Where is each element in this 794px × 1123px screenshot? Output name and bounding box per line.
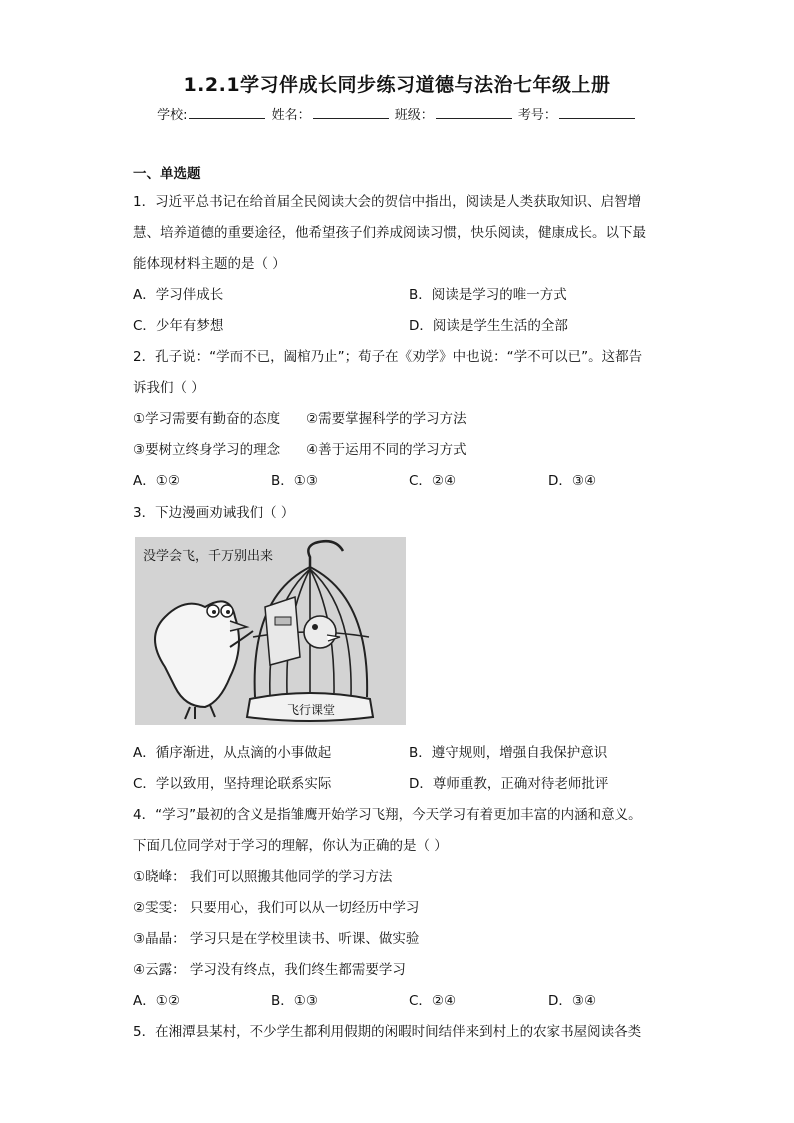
q2-option-d[interactable]: D．③④ (548, 473, 597, 489)
q2-item-1: ①学习需要有勤奋的态度 (133, 411, 281, 427)
page-title: 1.2.1学习伴成长同步练习道德与法治七年级上册 (183, 74, 611, 96)
class-label: 班级： (394, 108, 434, 123)
q1-option-b[interactable]: B．阅读是学习的唯一方式 (409, 287, 567, 303)
school-label: 学校: (157, 108, 188, 123)
name-blank[interactable] (313, 106, 389, 119)
q2-option-c[interactable]: C．②④ (409, 473, 457, 489)
school-blank[interactable] (189, 106, 265, 119)
q4-option-a[interactable]: A．①② (133, 993, 180, 1009)
q2-item-4: ④善于运用不同的学习方式 (306, 442, 467, 458)
cage-sign-text: 飞行课堂 (287, 703, 336, 717)
exam-number-blank[interactable] (559, 106, 635, 119)
q3-option-d[interactable]: D．尊师重教，正确对待老师批评 (409, 776, 609, 792)
q4-item-2: ②雯雯： 只要用心，我们可以从一切经历中学习 (133, 900, 420, 916)
q2-item-2: ②需要掌握科学的学习方法 (306, 411, 467, 427)
q2-option-a[interactable]: A．①② (133, 473, 180, 489)
q1-line-1: 1．习近平总书记在给首届全民阅读大会的贺信中指出，阅读是人类获取知识、启智增 (133, 194, 642, 210)
q1-option-d[interactable]: D．阅读是学生生活的全部 (409, 318, 568, 334)
q3-line-1: 3．下边漫画劝诫我们（ ） (133, 505, 295, 521)
exam-number-label: 考号： (517, 108, 557, 123)
q1-option-a[interactable]: A．学习伴成长 (133, 287, 224, 303)
cartoon-image (135, 537, 406, 725)
q2-item-3: ③要树立终身学习的理念 (133, 442, 281, 458)
q4-option-d[interactable]: D．③④ (548, 993, 597, 1009)
q4-line-2: 下面几位同学对于学习的理解，你认为正确的是（ ） (133, 838, 448, 854)
q2-line-1: 2．孔子说：“学而不已，阖棺乃止”；荀子在《劝学》中也说：“学不可以已”。这都告 (133, 349, 643, 365)
speech-bubble-text: 没学会飞，千万别出来 (143, 549, 274, 564)
q4-option-c[interactable]: C．②④ (409, 993, 457, 1009)
q3-option-c[interactable]: C．学以致用，坚持理论联系实际 (133, 776, 332, 792)
class-blank[interactable] (436, 106, 512, 119)
name-label: 姓名： (271, 108, 311, 123)
section-heading: 一、单选题 (133, 166, 201, 182)
q5-line-1: 5．在湘潭县某村，不少学生都利用假期的闲暇时间结伴来到村上的农家书屋阅读各类 (133, 1024, 642, 1040)
q4-option-b[interactable]: B．①③ (271, 993, 318, 1009)
q2-option-b[interactable]: B．①③ (271, 473, 318, 489)
q4-item-1: ①晓峰： 我们可以照搬其他同学的学习方法 (133, 869, 393, 885)
q1-line-2: 慧、培养道德的重要途径，他希望孩子们养成阅读习惯，快乐阅读，健康成长。以下最 (133, 225, 646, 241)
q4-item-4: ④云露： 学习没有终点，我们终生都需要学习 (133, 962, 406, 978)
q4-item-3: ③晶晶： 学习只是在学校里读书、听课、做实验 (133, 931, 420, 947)
q3-option-b[interactable]: B．遵守规则，增强自我保护意识 (409, 745, 608, 761)
cartoon-drawing (135, 537, 406, 725)
q2-line-2: 诉我们（ ） (133, 380, 205, 396)
q4-line-1: 4．“学习”最初的含义是指雏鹰开始学习飞翔，今天学习有着更加丰富的内涵和意义。 (133, 807, 642, 823)
student-info-row (0, 104, 794, 123)
q1-option-c[interactable]: C．少年有梦想 (133, 318, 224, 334)
q1-line-3: 能体现材料主题的是（ ） (133, 256, 286, 272)
q3-option-a[interactable]: A．循序渐进，从点滴的小事做起 (133, 745, 332, 761)
